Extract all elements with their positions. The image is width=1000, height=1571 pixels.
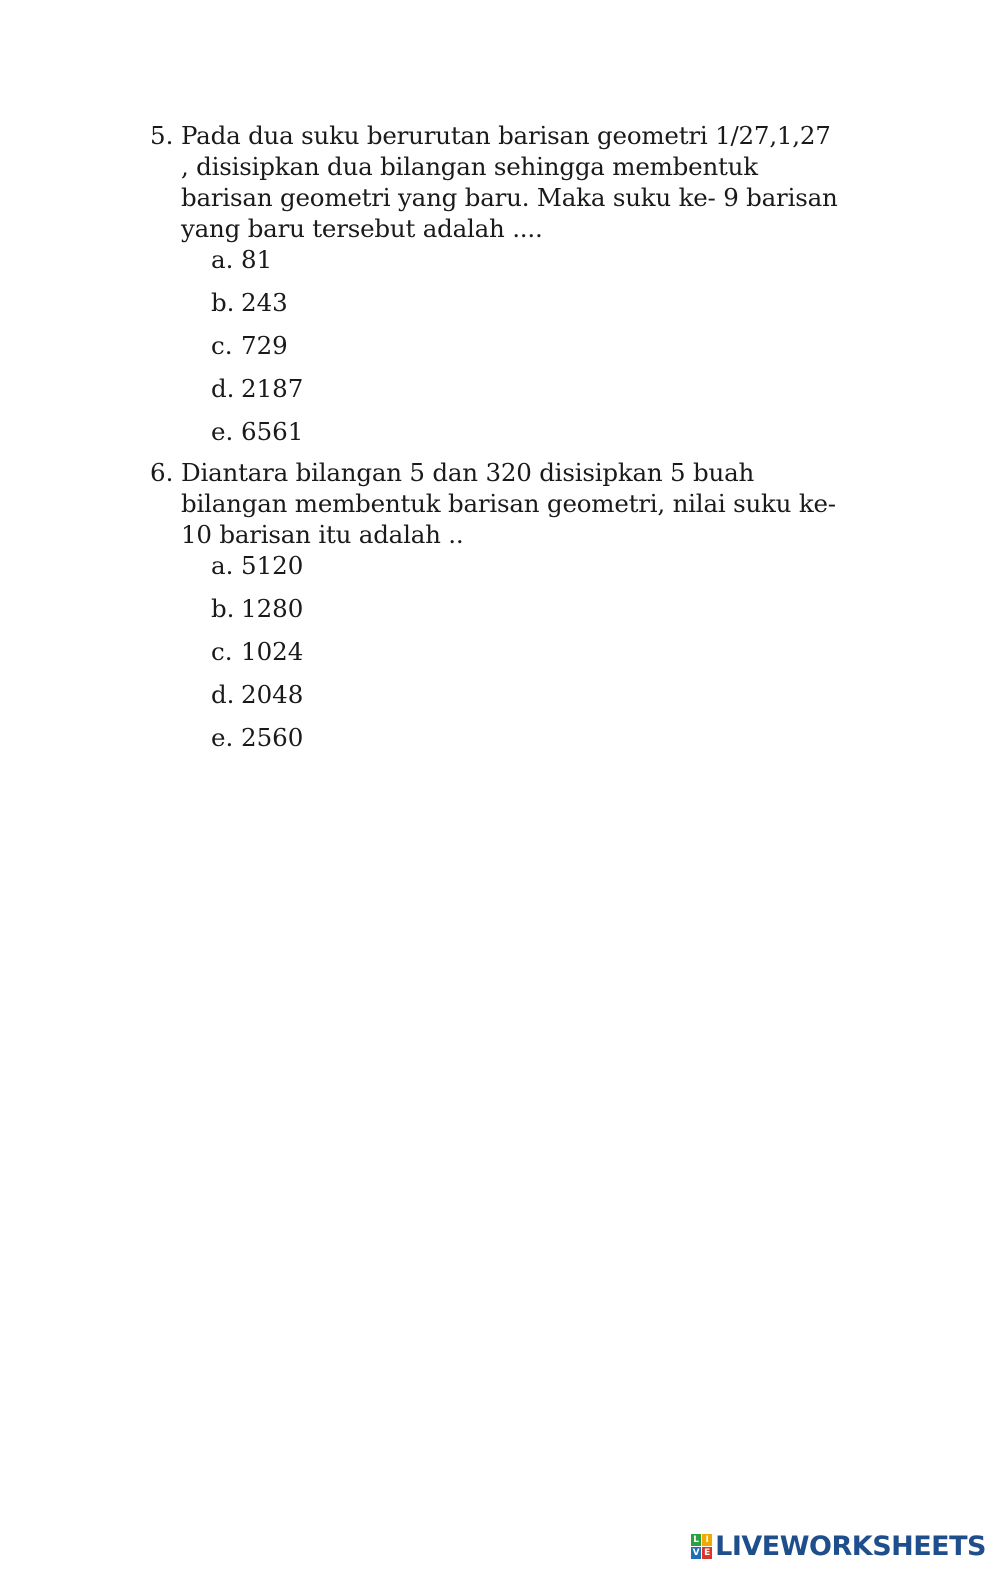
logo-text: LIVEWORKSHEETS bbox=[715, 1530, 986, 1562]
option-letter: b. bbox=[211, 288, 235, 317]
logo-mark-letter: I bbox=[702, 1534, 712, 1546]
option-value: 6561 bbox=[241, 417, 304, 446]
logo-mark-icon bbox=[691, 1534, 712, 1559]
option-b[interactable] bbox=[211, 287, 840, 330]
option-letter: d. bbox=[211, 680, 235, 709]
option-value: 5120 bbox=[241, 551, 304, 580]
question-text: Diantara bilangan 5 dan 320 disisipkan 5 buah bilangan membentuk barisan geometri, nilai suku ke-10 barisan itu adalah .. bbox=[181, 458, 836, 549]
question-6-stem bbox=[150, 457, 840, 550]
option-letter: b. bbox=[211, 594, 235, 623]
option-value: 1280 bbox=[241, 594, 304, 623]
option-letter: e. bbox=[211, 417, 234, 446]
option-b[interactable] bbox=[211, 593, 840, 636]
question-text: Pada dua suku berurutan barisan geometri 1/27,1,27 , disisipkan dua bilangan sehingga membentuk barisan geometri yang baru. Maka suku ke- 9 barisan yang baru tersebut adalah .... bbox=[181, 121, 838, 243]
question-5-stem bbox=[150, 120, 840, 244]
liveworksheets-logo bbox=[691, 1531, 986, 1561]
logo-mark-letter: E bbox=[704, 1547, 711, 1558]
option-value: 1024 bbox=[241, 637, 304, 666]
option-c[interactable] bbox=[211, 636, 840, 679]
option-a[interactable] bbox=[211, 550, 840, 593]
answer-options bbox=[211, 244, 840, 459]
question-5 bbox=[150, 120, 840, 459]
option-letter: c. bbox=[211, 637, 233, 666]
option-letter: a. bbox=[211, 245, 234, 274]
option-value: 2187 bbox=[241, 374, 304, 403]
option-d[interactable] bbox=[211, 679, 840, 722]
question-number: 5. bbox=[150, 121, 174, 150]
option-letter: c. bbox=[211, 331, 233, 360]
option-value: 243 bbox=[241, 288, 288, 317]
option-value: 729 bbox=[241, 331, 288, 360]
answer-options bbox=[211, 550, 840, 765]
option-value: 2048 bbox=[241, 680, 304, 709]
option-value: 81 bbox=[241, 245, 273, 274]
option-value: 2560 bbox=[241, 723, 304, 752]
option-a[interactable] bbox=[211, 244, 840, 287]
option-letter: d. bbox=[211, 374, 235, 403]
option-d[interactable] bbox=[211, 373, 840, 416]
option-e[interactable] bbox=[211, 416, 840, 459]
logo-mark-letter: L bbox=[691, 1534, 701, 1546]
logo-mark-letter: V bbox=[692, 1547, 700, 1558]
question-number: 6. bbox=[150, 458, 174, 487]
option-letter: e. bbox=[211, 723, 234, 752]
option-c[interactable] bbox=[211, 330, 840, 373]
option-e[interactable] bbox=[211, 722, 840, 765]
option-letter: a. bbox=[211, 551, 234, 580]
question-6 bbox=[150, 457, 840, 765]
